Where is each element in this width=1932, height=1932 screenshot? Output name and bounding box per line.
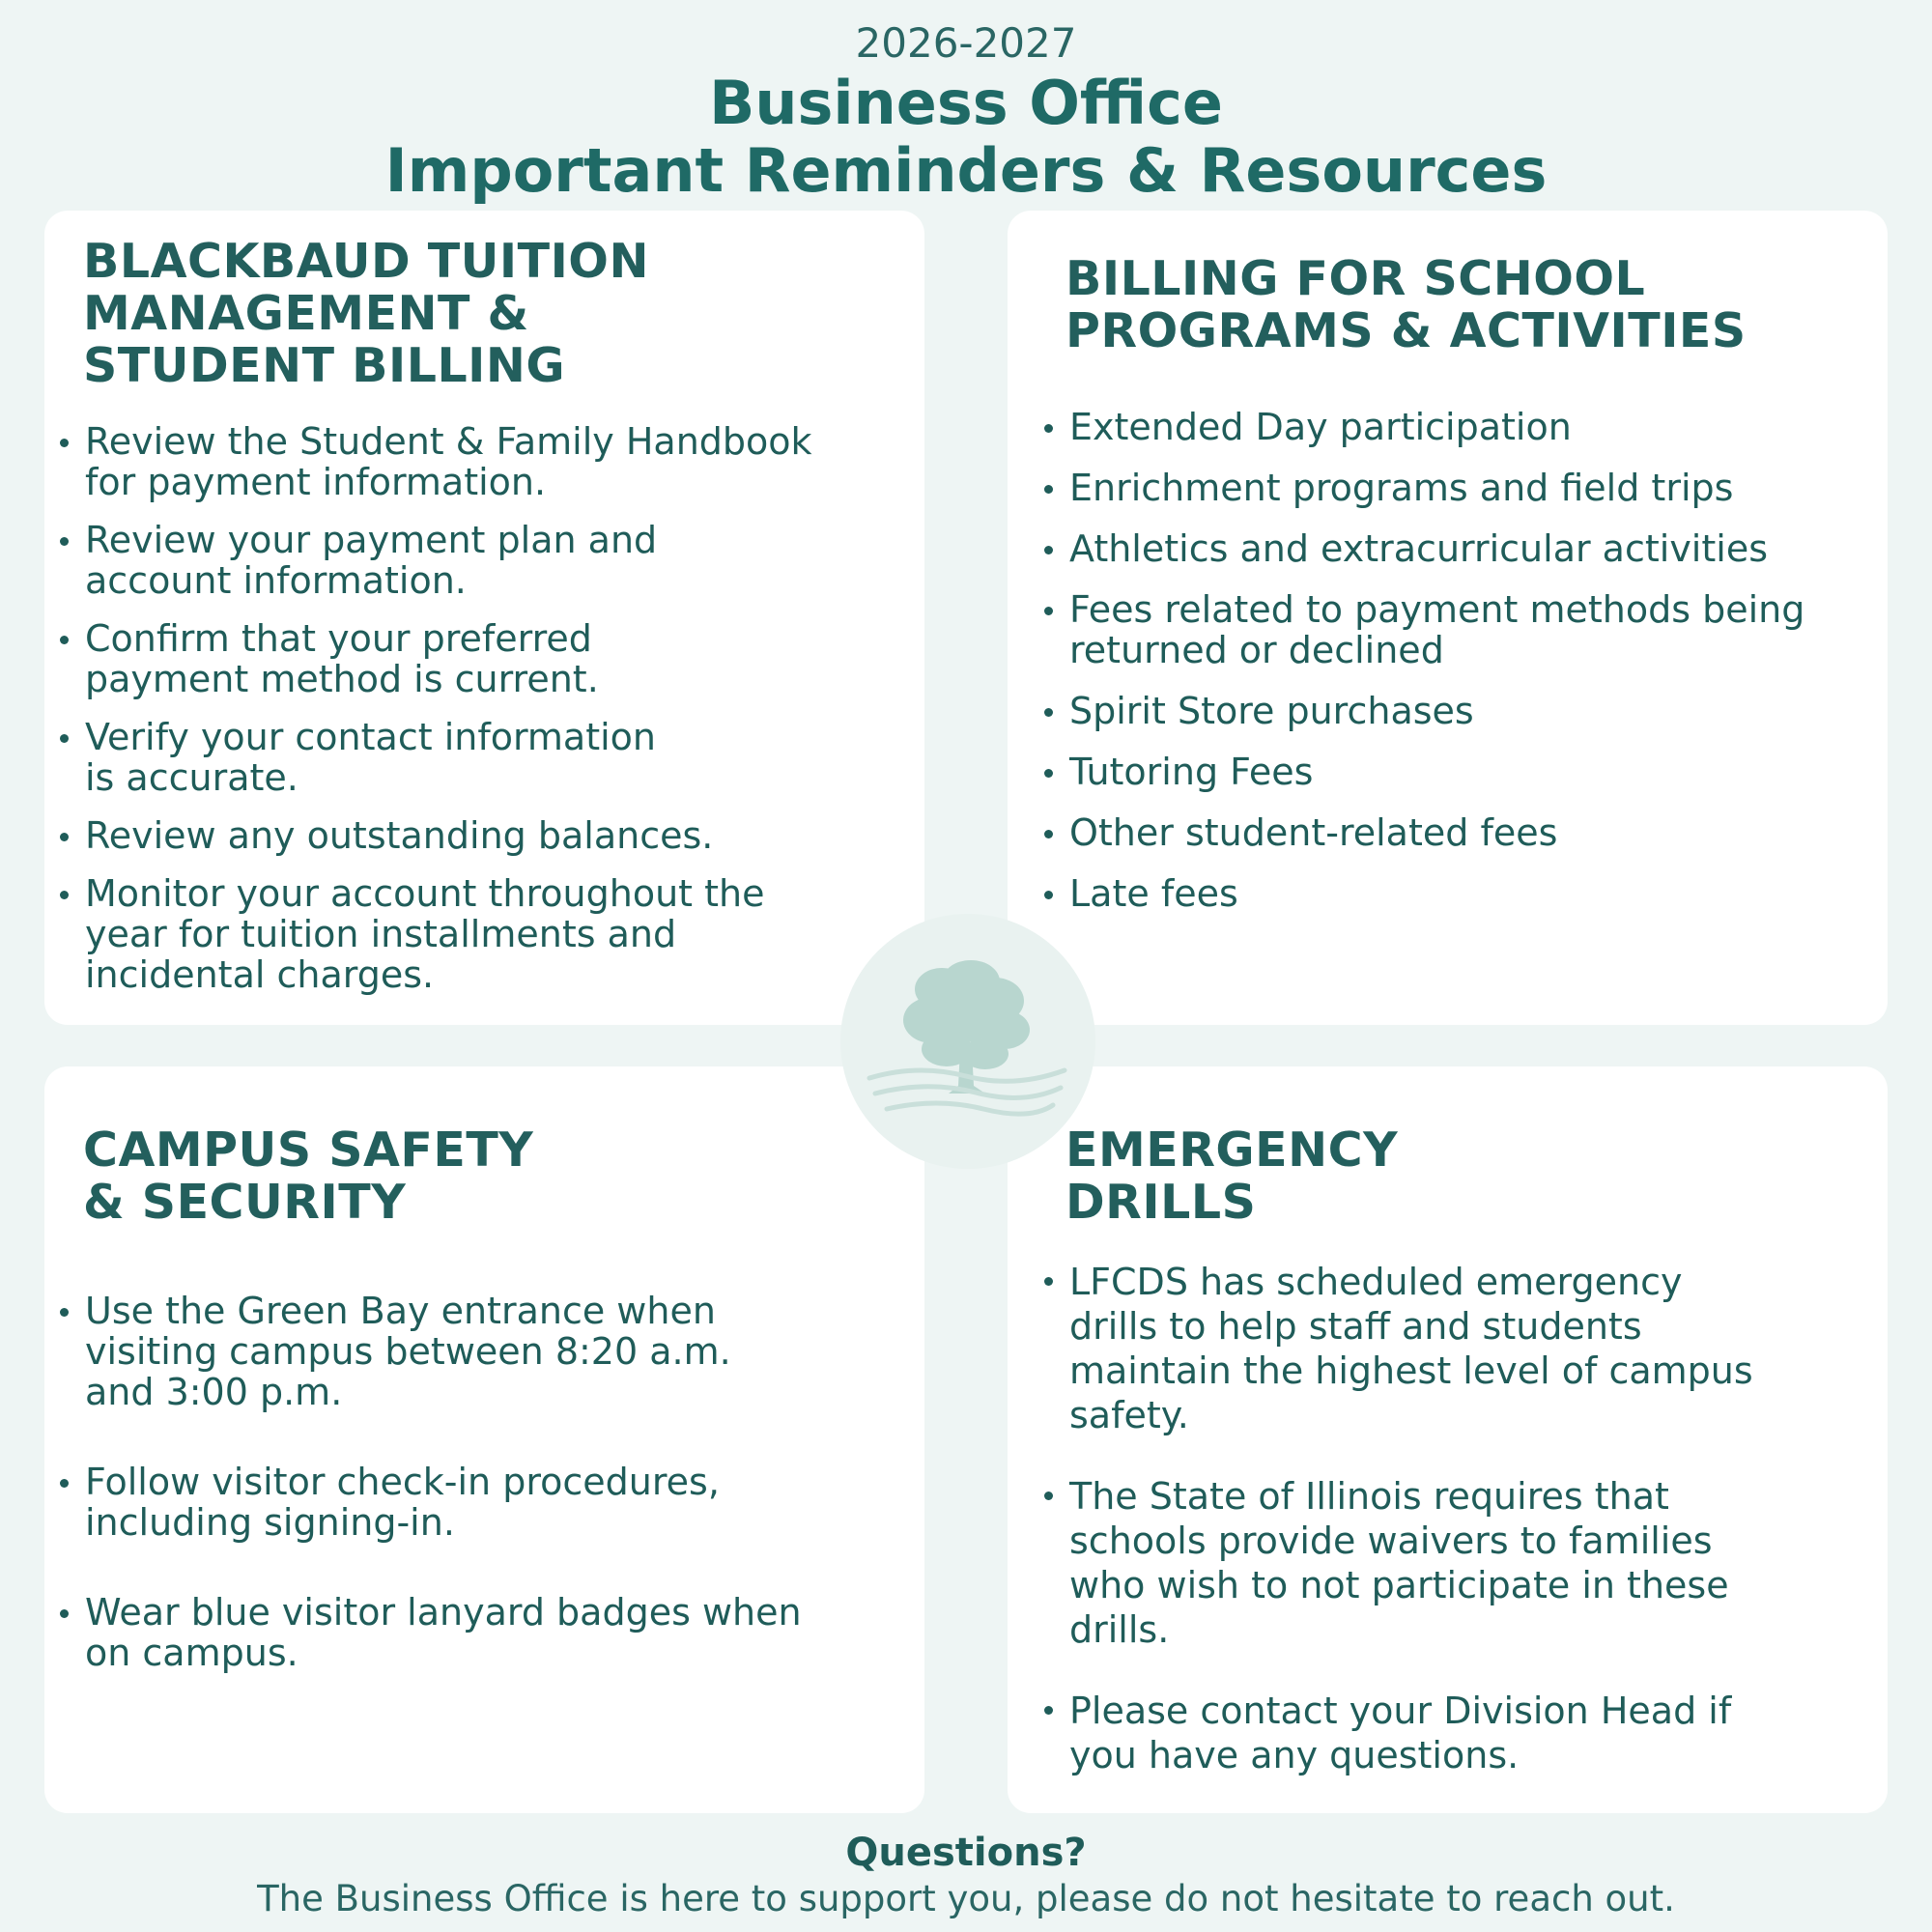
list-item: Wear blue visitor lanyard badges when on campus. [58, 1592, 908, 1673]
card-title-line: STUDENT BILLING [83, 338, 566, 393]
card-title-line: EMERGENCY [1065, 1122, 1399, 1178]
card-title-line: BILLING FOR SCHOOL [1065, 251, 1646, 306]
list-item: Athletics and extracurricular activities [1042, 528, 1873, 569]
list-item: Spirit Store purchases [1042, 691, 1873, 731]
list-item: Tutoring Fees [1042, 752, 1873, 792]
card-campus-safety [44, 1066, 924, 1813]
card-title-line: CAMPUS SAFETY [83, 1122, 534, 1178]
card-tuition-billing [44, 211, 924, 1025]
list-item: Follow visitor check-in procedures, including signing-in. [58, 1462, 908, 1543]
list-item: Please contact your Division Head if you have any questions. [1042, 1689, 1873, 1777]
card-title [1065, 1124, 1398, 1229]
list-item: Late fees [1042, 873, 1873, 914]
card-title [1065, 253, 1747, 357]
card-title [83, 1124, 533, 1229]
bullet-list [1042, 407, 1873, 934]
card-title-line: DRILLS [1065, 1175, 1257, 1230]
page-title-line-1: Business Office [709, 68, 1223, 138]
card-title [83, 236, 649, 392]
card-title-line: PROGRAMS & ACTIVITIES [1065, 303, 1747, 358]
bullet-list [1042, 1260, 1873, 1814]
list-item: Use the Green Bay entrance when visiting campus between 8:20 a.m. and 3:00 p.m. [58, 1291, 908, 1412]
list-item: Fees related to payment methods being returned or declined [1042, 589, 1873, 670]
card-billing-programs [1008, 211, 1888, 1025]
list-item: Confirm that your preferred payment method is current. [58, 618, 908, 699]
list-item: Review your payment plan and account information. [58, 520, 908, 601]
bullet-list [58, 1291, 908, 1722]
list-item: Extended Day participation [1042, 407, 1873, 447]
page-footer [0, 1829, 1932, 1921]
list-item: The State of Illinois requires that schools provide waivers to families who wish to not participate in these drills. [1042, 1474, 1873, 1652]
footer-text: The Business Office is here to support you, please do not hesitate to reach out. [257, 1878, 1675, 1919]
list-item: Review the Student & Family Handbook for payment information. [58, 421, 908, 502]
list-item: LFCDS has scheduled emergency drills to help staff and students maintain the highest level of campus safety. [1042, 1260, 1873, 1437]
list-item: Monitor your account throughout the year for tuition installments and incidental charges. [58, 873, 908, 995]
list-item: Other student-related fees [1042, 812, 1873, 853]
bullet-list [58, 421, 908, 1012]
card-title-line: BLACKBAUD TUITION [83, 234, 649, 289]
school-logo [840, 914, 1095, 1169]
school-year: 2026-2027 [855, 19, 1077, 67]
list-item: Review any outstanding balances. [58, 815, 908, 856]
list-item: Enrichment programs and field trips [1042, 468, 1873, 508]
card-title-line: MANAGEMENT & [83, 286, 529, 341]
list-item: Verify your contact information is accurate. [58, 717, 908, 798]
footer-question: Questions? [845, 1831, 1087, 1875]
page-header [0, 17, 1932, 205]
card-title-line: & SECURITY [83, 1175, 407, 1230]
card-emergency-drills [1008, 1066, 1888, 1813]
page-title-line-2: Important Reminders & Resources [384, 135, 1548, 206]
tree-over-water-icon [840, 914, 1095, 1169]
